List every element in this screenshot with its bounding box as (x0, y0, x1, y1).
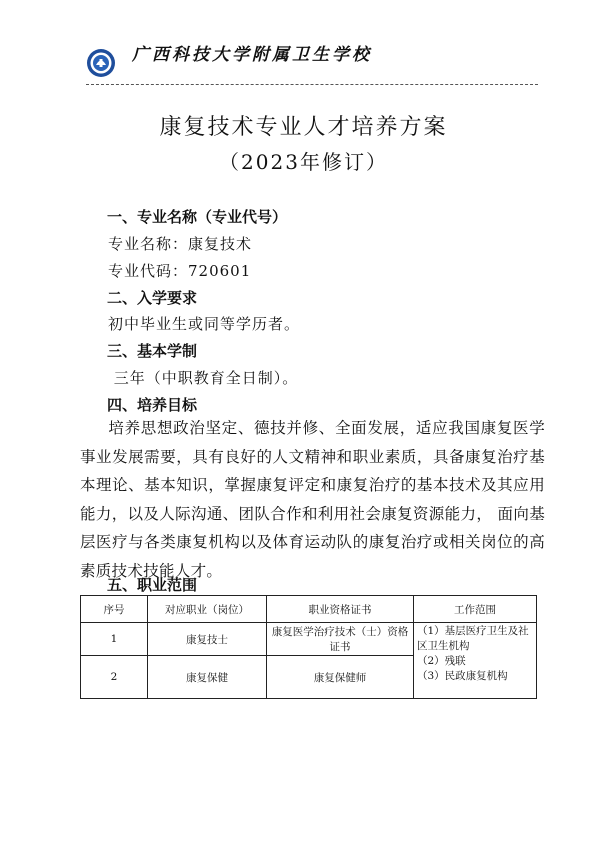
section-heading: 三、基本学制 (107, 342, 198, 360)
work-scope-cell (414, 623, 537, 699)
row-number: 2 (81, 656, 148, 699)
section-heading: 一、专业名称（专业代号） (107, 208, 288, 226)
page-header (86, 38, 536, 88)
table-row (81, 623, 537, 656)
body-line: 三年（中职教育全日制）。 (108, 369, 299, 387)
career-table (80, 595, 537, 699)
work-scope-item: （3）民政康复机构 (417, 670, 508, 682)
table-header: 对应职业（岗位） (148, 596, 267, 623)
document-subtitle: （2023年修订） (219, 150, 388, 174)
school-name: 广西科技大学附属卫生学校 (132, 45, 372, 65)
row-job: 康复保健 (148, 656, 267, 699)
objective-paragraph (80, 414, 545, 586)
table-header: 职业资格证书 (267, 596, 414, 623)
work-scope-item: （1）基层医疗卫生及社区卫生机构 (417, 625, 529, 652)
table-header: 工作范围 (414, 596, 537, 623)
body-line: 专业代码：720601 (108, 262, 252, 280)
objective-text: 培养思想政治坚定、德技并修、全面发展，适应我国康复医学事业发展需要，具有良好的人文精神和职业素质，具备康复治疗基本理论、基本知识，掌握康复评定和康复治疗的基本技术及其应用能力，以及人际沟通、团队合作和利用社会康复资源能力， 面向基层医疗与各类康复机构以及体育运动队的康复治疗或相关岗位的高素质技术技能人才。 (80, 419, 545, 580)
row-number: 1 (81, 623, 148, 656)
row-cert: 康复保健师 (267, 656, 414, 699)
document-title: 康复技术专业人才培养方案 (159, 115, 448, 140)
row-job: 康复技士 (148, 623, 267, 656)
body-line: 初中毕业生或同等学历者。 (108, 315, 301, 333)
row-cert: 康复医学治疗技术（士）资格证书 (267, 623, 414, 656)
section-heading: 二、入学要求 (107, 289, 198, 307)
work-scope-item: （2）残联 (417, 655, 466, 667)
table-header-row (81, 596, 537, 623)
body-line: 专业名称：康复技术 (108, 235, 253, 253)
school-emblem-icon (86, 48, 116, 78)
section-heading: 四、培养目标 (107, 396, 198, 414)
section-heading: 五、职业范围 (107, 576, 198, 594)
header-divider (86, 84, 538, 85)
table-header: 序号 (81, 596, 148, 623)
